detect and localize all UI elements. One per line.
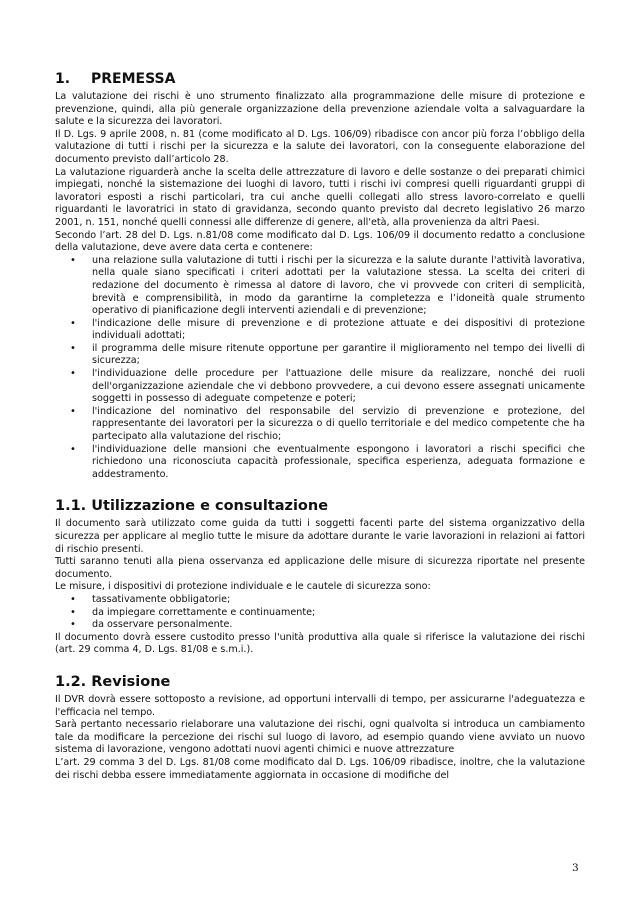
list-item: • una relazione sulla valutazione di tutti i rischi per la sicurezza e la salute durante l'attività lavorativa, nella quale siano specificati i criteri adottati per la valutazione stessa. La scelta dei criteri di redazione del documento è rimessa al datore di lavoro, che vi provvede con criteri di semplicità, brevità e comprensibilità, in modo da garantirne la completezza e l’idoneità quale strumento operativo di pianificazione degli interventi aziendali e di prevenzione; <box>92 255 585 318</box>
section-heading <box>55 70 585 88</box>
paragraph: L’art. 29 comma 3 del D. Lgs. 81/08 come modificato dal D. Lgs. 106/09 ribadisce, inoltre, che la valutazione dei rischi debba essere immediatamente aggiornata in occasione di modifiche del <box>55 756 585 781</box>
list-item: • l'individuazione delle procedure per l'attuazione delle misure da realizzare, nonché dei ruoli dell'organizzazione aziendale che vi debbono provvedere, a cui devono essere assegnati unicamente soggetti in possesso di adeguate competenze e poteri; <box>92 368 585 406</box>
bullet-list <box>55 255 585 482</box>
paragraph: Il documento dovrà essere custodito presso l'unità produttiva alla quale si riferisce la valutazione dei rischi (art. 29 comma 4, D. Lgs. 81/08 e s.m.i.). <box>55 631 585 656</box>
list-item: • da impiegare correttamente e continuamente; <box>92 607 585 620</box>
list-item: • da osservare personalmente. <box>92 619 585 632</box>
bullet-list <box>55 594 585 632</box>
list-item: • l'indicazione del nominativo del responsabile del servizio di prevenzione e protezione, del rappresentante dei lavoratori per la sicurezza o di quello territoriale e del medico competente che ha partecipato alla valutazione del rischio; <box>92 406 585 444</box>
paragraph: Il documento sarà utilizzato come guida da tutti i soggetti facenti parte del sistema organizzativo della sicurezza per applicare al meglio tutte le misure da adottare durante le varie lavorazioni in relazioni ai fattori di rischio presenti. <box>55 518 585 555</box>
paragraph: Il DVR dovrà essere sottoposto a revisione, ad opportuni intervalli di tempo, per assicurarne l'adeguatezza e l'efficacia nel tempo. <box>55 693 585 718</box>
section-title: PREMESSA <box>91 71 176 87</box>
list-item: • l'indicazione delle misure di prevenzione e di protezione attuate e dei dispositivi di protezione individuali adottati; <box>92 318 585 343</box>
paragraph: Secondo l’art. 28 del D. Lgs. n.81/08 come modificato dal D. Lgs. 106/09 il documento redatto a conclusione della valutazione, deve avere data certa e contenere: <box>55 229 585 254</box>
page-content <box>55 70 585 798</box>
paragraph: Sarà pertanto necessario rielaborare una valutazione dei rischi, ogni qualvolta si introduca un cambiamento tale da modificare la percezione dei rischi sul luogo di lavoro, ad esempio quando viene avviato un nuovo sistema di lavorazione, vengono adottati nuovi agenti chimici e nuove attrezzature <box>55 719 585 756</box>
section-premessa <box>55 70 585 481</box>
section-utilizzazione <box>55 497 585 657</box>
section-title: 1.2. Revisione <box>55 673 171 690</box>
paragraph: La valutazione dei rischi è uno strumento finalizzato alla programmazione delle misure di protezione e prevenzione, quindi, alla più generale organizzazione della prevenzione aziendale volta a salvaguardare la salute e la sicurezza dei lavoratori. <box>55 91 585 128</box>
paragraph: Tutti saranno tenuti alla piena osservanza ed applicazione delle misure di sicurezza riportate nel presente documento. <box>55 556 585 580</box>
page-number: 3 <box>572 862 579 874</box>
section-revisione <box>55 673 585 782</box>
list-item: • tassativamente obbligatorie; <box>92 594 585 607</box>
list-item: • il programma delle misure ritenute opportune per garantire il miglioramento nel tempo dei livelli di sicurezza; <box>92 343 585 368</box>
section-title: 1.1. Utilizzazione e consultazione <box>55 498 329 515</box>
section-number: 1. <box>55 71 71 87</box>
paragraph: Le misure, i dispositivi di protezione individuale e le cautele di sicurezza sono: <box>55 581 431 593</box>
paragraph: La valutazione riguarderà anche la scelta delle attrezzature di lavoro e delle sostanze o dei preparati chimici impiegati, nonché la sistemazione dei luoghi di lavoro, tutti i rischi ivi compresi quelli riguardanti gruppi di lavoratori esposti a rischi particolari, tra cui anche quelli collegati allo stress lavoro-correlato e quelli riguardanti le lavoratrici in stato di gravidanza, secondo quanto previsto dal decreto legislativo 26 marzo 2001, n. 151, nonché quelli connessi alle differenze di genere, all'età, alla provenienza da altri Paesi. <box>55 166 585 228</box>
paragraph: Il D. Lgs. 9 aprile 2008, n. 81 (come modificato al D. Lgs. 106/09) ribadisce con ancor più forza l’obbligo della valutazione di tutti i rischi per la sicurezza e la salute dei lavoratori, con la conseguente elaborazione del documento previsto dall’articolo 28. <box>55 128 585 165</box>
list-item: • l'individuazione delle mansioni che eventualmente espongono i lavoratori a rischi specifici che richiedono una riconosciuta capacità professionale, specifica esperienza, adeguata formazione e addestramento. <box>92 444 585 482</box>
